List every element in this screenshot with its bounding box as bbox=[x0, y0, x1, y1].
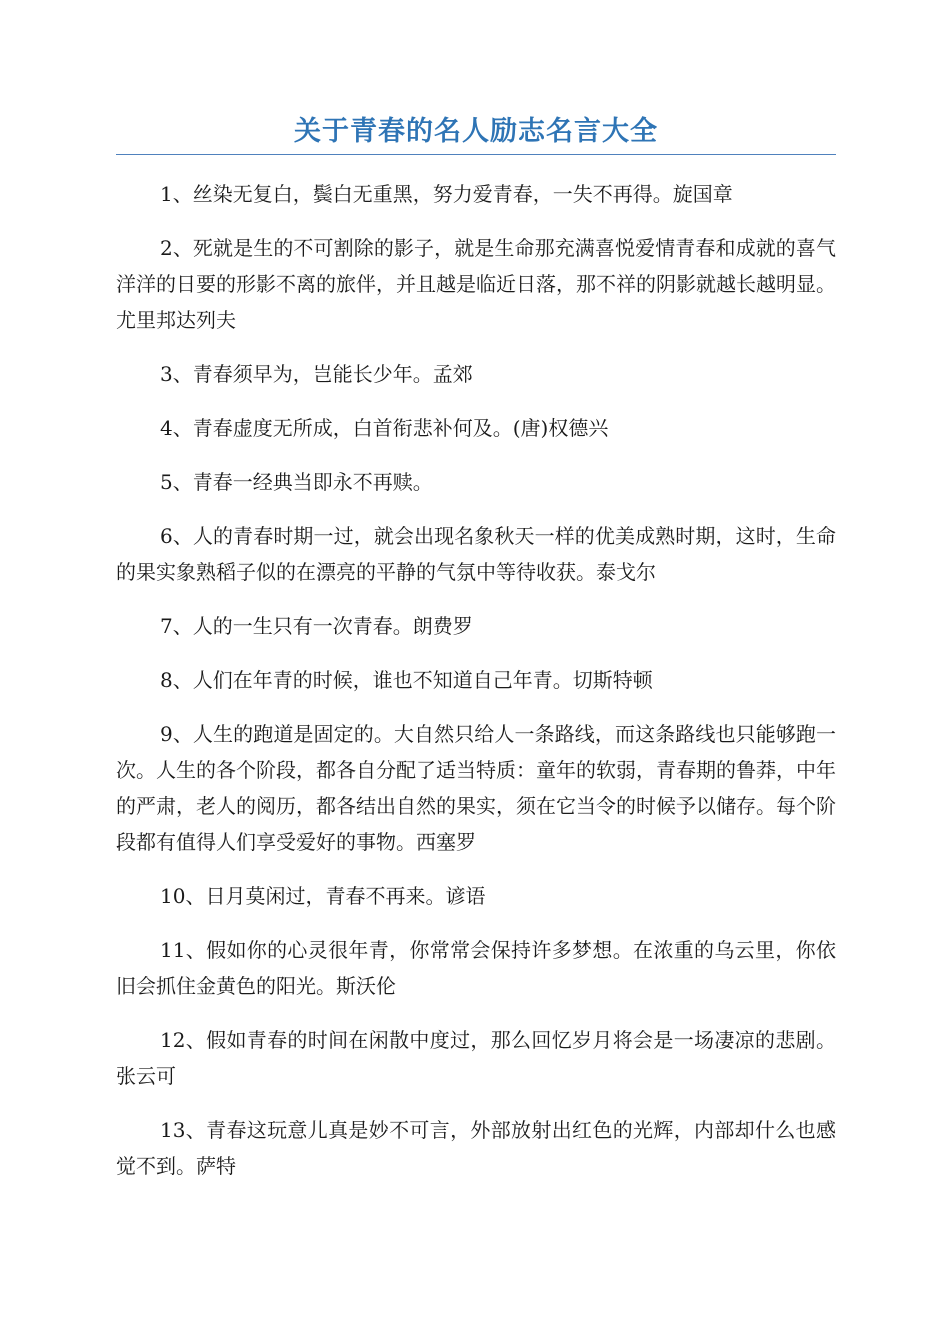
quote-4: 4、青春虚度无所成，白首衔悲补何及。(唐)权德兴 bbox=[160, 416, 609, 440]
quote-10: 10、日月莫闲过，青春不再来。谚语 bbox=[160, 884, 486, 908]
quote-12: 12、假如青春的时间在闲散中度过，那么回忆岁月将会是一场凄凉的悲剧。张云可 bbox=[116, 1028, 836, 1088]
quote-11: 11、假如你的心灵很年青，你常常会保持许多梦想。在浓重的乌云里，你依旧会抓住金黄色的阳光。斯沃伦 bbox=[116, 938, 836, 998]
quote-9: 9、人生的跑道是固定的。大自然只给人一条路线，而这条路线也只能够跑一次。人生的各个阶段，都各自分配了适当特质：童年的软弱，青春期的鲁莽，中年的严肃，老人的阅历，都各结出自然的果实，须在它当令的时候予以储存。每个阶段都有值得人们享受爱好的事物。西塞罗 bbox=[116, 722, 836, 854]
quote-2: 2、死就是生的不可割除的影子，就是生命那充满喜悦爱情青春和成就的喜气洋洋的日要的形影不离的旅伴，并且越是临近日落，那不祥的阴影就越长越明显。尤里邦达列夫 bbox=[116, 236, 836, 332]
page-title: 关于青春的名人励志名言大全 bbox=[116, 112, 836, 155]
quote-5: 5、青春一经典当即永不再赎。 bbox=[160, 470, 433, 494]
quote-list bbox=[116, 176, 836, 1184]
quote-13: 13、青春这玩意儿真是妙不可言，外部放射出红色的光辉，内部却什么也感觉不到。萨特 bbox=[116, 1118, 836, 1178]
quote-3: 3、青春须早为，岂能长少年。孟郊 bbox=[160, 362, 473, 386]
quote-7: 7、人的一生只有一次青春。朗费罗 bbox=[160, 614, 473, 638]
quote-1: 1、丝染无复白，鬓白无重黑，努力爱青春，一失不再得。旋国章 bbox=[160, 182, 733, 206]
document-page bbox=[116, 112, 836, 1202]
quote-6: 6、人的青春时期一过，就会出现名象秋天一样的优美成熟时期，这时，生命的果实象熟稻子似的在漂亮的平静的气氛中等待收获。泰戈尔 bbox=[116, 524, 836, 584]
quote-8: 8、人们在年青的时候，谁也不知道自己年青。切斯特顿 bbox=[160, 668, 653, 692]
